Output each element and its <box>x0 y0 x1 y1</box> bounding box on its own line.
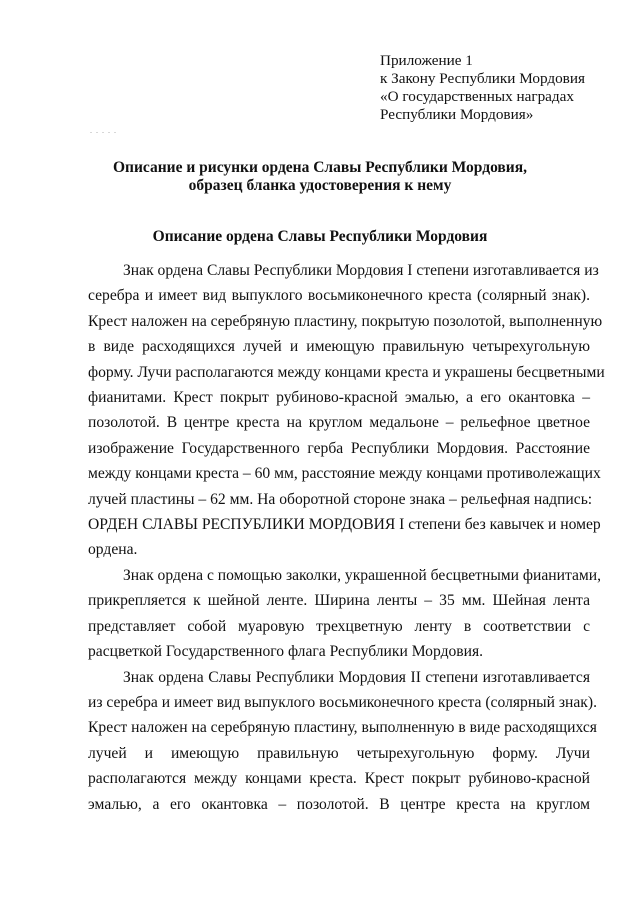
document-title-line-1: Описание и рисунки ордена Славы Республики Мордовия, <box>112 159 527 176</box>
text-line: ОРДЕН СЛАВЫ РЕСПУБЛИКИ МОРДОВИЯ I степени без кавычек и номер <box>88 516 601 534</box>
text-line: Крест наложен на серебряную пластину, выполненную в виде расходящихся <box>88 719 597 737</box>
text-line: в виде расходящихся лучей и имеющую правильную четырехугольную <box>88 338 590 356</box>
paragraph-3 <box>88 665 597 817</box>
appendix-header <box>380 52 630 124</box>
text-line: серебра и имеет вид выпуклого восьмиконечного креста (солярный знак). <box>88 287 590 305</box>
text-line: Крест наложен на серебряную пластину, покрытую позолотой, выполненную <box>88 312 603 330</box>
appendix-line-1: Приложение 1 <box>380 52 473 69</box>
text-line: между концами креста – 60 мм, расстояние между концами противолежащих <box>88 465 601 483</box>
appendix-line-3: «О государственных наградах <box>380 88 574 105</box>
text-line: фианитами. Крест покрыт рубиново-красной эмалью, а его окантовка – <box>88 389 590 407</box>
text-line: позолотой. В центре креста на круглом медальоне – рельефное цветное <box>88 414 590 432</box>
text-line: располагаются между концами креста. Крест покрыт рубиново-красной <box>88 770 590 788</box>
text-line: Знак ордена Славы Республики Мордовия I степени изготавливается из <box>123 262 599 279</box>
text-line: представляет собой муаровую трехцветную ленту в соответствии с <box>88 617 590 635</box>
document-title <box>60 159 580 195</box>
text-line: форму. Лучи располагаются между концами креста и украшены бесцветными <box>88 363 605 381</box>
appendix-line-4: Республики Мордовия» <box>380 106 534 123</box>
paragraph-1 <box>88 258 605 563</box>
text-line: эмалью, а его окантовка – позолотой. В центре креста на круглом <box>88 795 590 813</box>
text-line: ордена. <box>88 541 138 559</box>
scan-specks: . . . . . <box>90 126 117 135</box>
text-line: лучей и имеющую правильную четырехугольную форму. Лучи <box>88 744 590 762</box>
text-line: из серебра и имеет вид выпуклого восьмиконечного креста (солярный знак). <box>88 693 597 711</box>
text-line: прикрепляется к шейной ленте. Ширина ленты – 35 мм. Шейная лента <box>88 592 590 610</box>
paragraph-2 <box>88 563 602 665</box>
body-text <box>88 258 605 817</box>
section-title: Описание ордена Славы Республики Мордовия <box>152 228 488 245</box>
text-line: лучей пластины – 62 мм. На оборотной стороне знака – рельефная надпись: <box>88 490 593 508</box>
appendix-line-2: к Закону Республики Мордовия <box>380 70 585 87</box>
text-line: Знак ордена с помощью заколки, украшенной бесцветными фианитами, <box>123 566 602 584</box>
text-line: изображение Государственного герба Республики Мордовия. Расстояние <box>88 439 590 457</box>
text-line: Знак ордена Славы Республики Мордовия II степени изготавливается <box>123 668 590 686</box>
document-title-line-2: образец бланка удостоверения к нему <box>188 177 452 194</box>
text-line: расцветкой Государственного флага Республики Мордовия. <box>88 643 484 661</box>
